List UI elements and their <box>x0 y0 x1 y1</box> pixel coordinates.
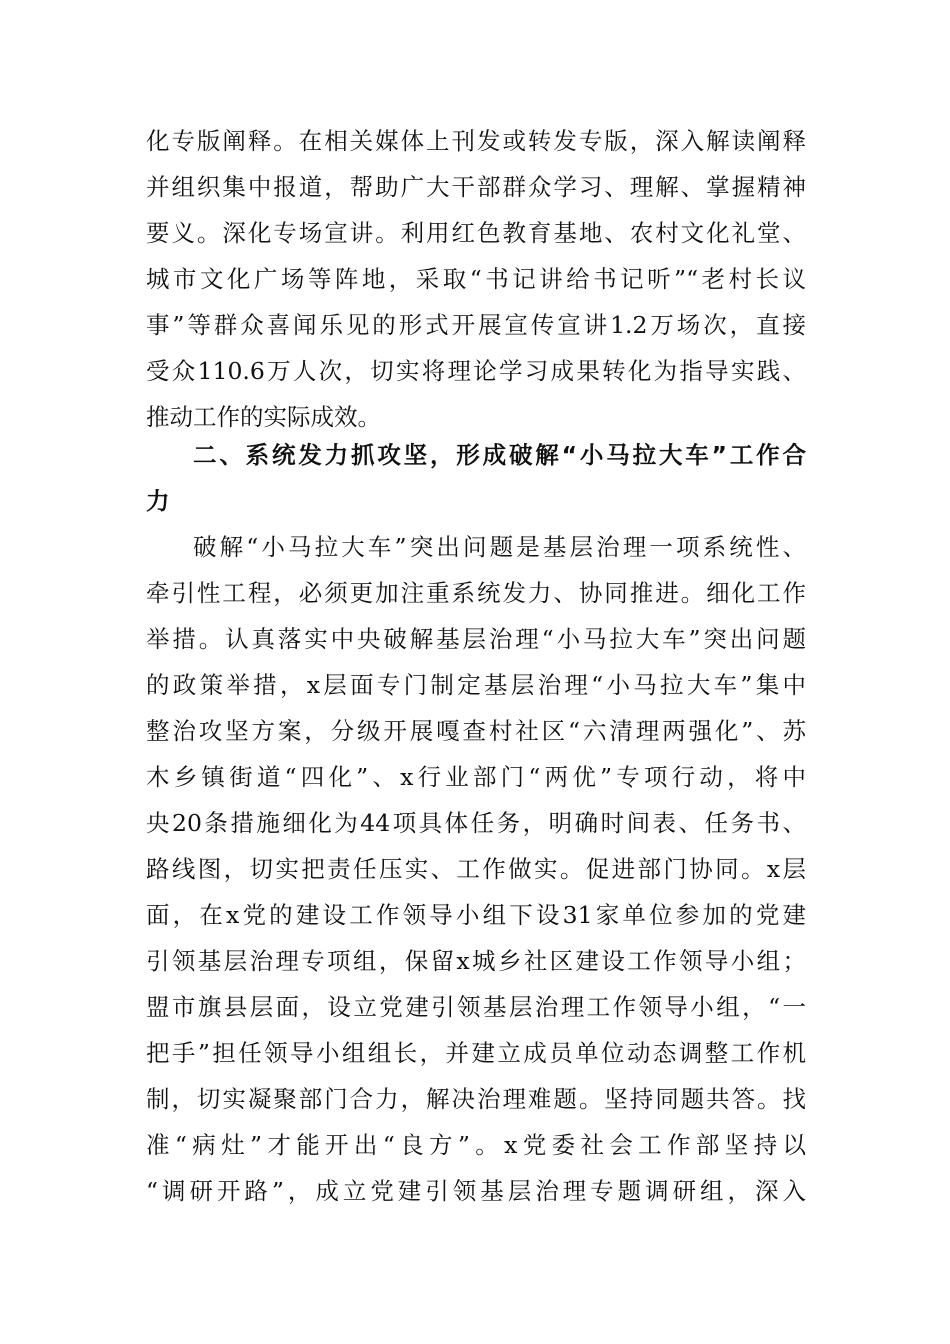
paragraph-line: 化专版阐释。在相关媒体上刊发或转发专版，深入解读阐释 <box>146 127 806 155</box>
paragraph-line: 受众110.6万人次，切实将理论学习成果转化为指导实践、 <box>146 357 806 385</box>
paragraph-line: 要义。深化专场宣讲。利用红色教育基地、农村文化礼堂、 <box>146 219 806 247</box>
paragraph-line: 举措。认真落实中央破解基层治理“小马拉大车”突出问题 <box>146 625 806 653</box>
section-heading <box>146 432 806 524</box>
heading-line: 二、系统发力抓攻坚，形成破解“小马拉大车”工作合 <box>193 441 806 469</box>
paragraph-line: 路线图，切实把责任压实、工作做实。促进部门协同。x层 <box>146 855 806 883</box>
paragraph-line: 整治攻坚方案，分级开展嘎查村社区“六清理两强化”、苏 <box>146 717 806 745</box>
heading-line: 力 <box>146 487 170 515</box>
paragraph-line: 央20条措施细化为44项具体任务，明确时间表、任务书、 <box>146 809 806 837</box>
paragraph-line: 并组织集中报道，帮助广大干部群众学习、理解、掌握精神 <box>146 173 806 201</box>
paragraph-1 <box>146 118 806 440</box>
paragraph-line: 面，在x党的建设工作领导小组下设31家单位参加的党建 <box>146 901 806 929</box>
paragraph-line: 盟市旗县层面，设立党建引领基层治理工作领导小组，“一 <box>146 993 806 1021</box>
paragraph-line: 破解“小马拉大车”突出问题是基层治理一项系统性、 <box>193 533 806 561</box>
paragraph-line: 引领基层治理专项组，保留x城乡社区建设工作领导小组； <box>146 947 806 975</box>
paragraph-line: 准“病灶”才能开出“良方”。x党委社会工作部坚持以 <box>146 1131 806 1159</box>
paragraph-line: 推动工作的实际成效。 <box>146 403 381 431</box>
paragraph-line: 木乡镇街道“四化”、x行业部门“两优”专项行动，将中 <box>146 763 806 791</box>
paragraph-line: 制，切实凝聚部门合力，解决治理难题。坚持同题共答。找 <box>146 1085 806 1113</box>
paragraph-line: 牵引性工程，必须更加注重系统发力、协同推进。细化工作 <box>146 579 806 607</box>
paragraph-line: 的政策举措，x层面专门制定基层治理“小马拉大车”集中 <box>146 671 806 699</box>
paragraph-line: 事”等群众喜闻乐见的形式开展宣传宣讲1.2万场次，直接 <box>146 311 806 339</box>
paragraph-line: “调研开路”，成立党建引领基层治理专题调研组，深入 <box>146 1177 806 1205</box>
paragraph-2 <box>146 524 806 1214</box>
paragraph-line: 城市文化广场等阵地，采取“书记讲给书记听”“老村长议 <box>146 265 806 293</box>
paragraph-line: 把手”担任领导小组组长，并建立成员单位动态调整工作机 <box>146 1039 806 1067</box>
